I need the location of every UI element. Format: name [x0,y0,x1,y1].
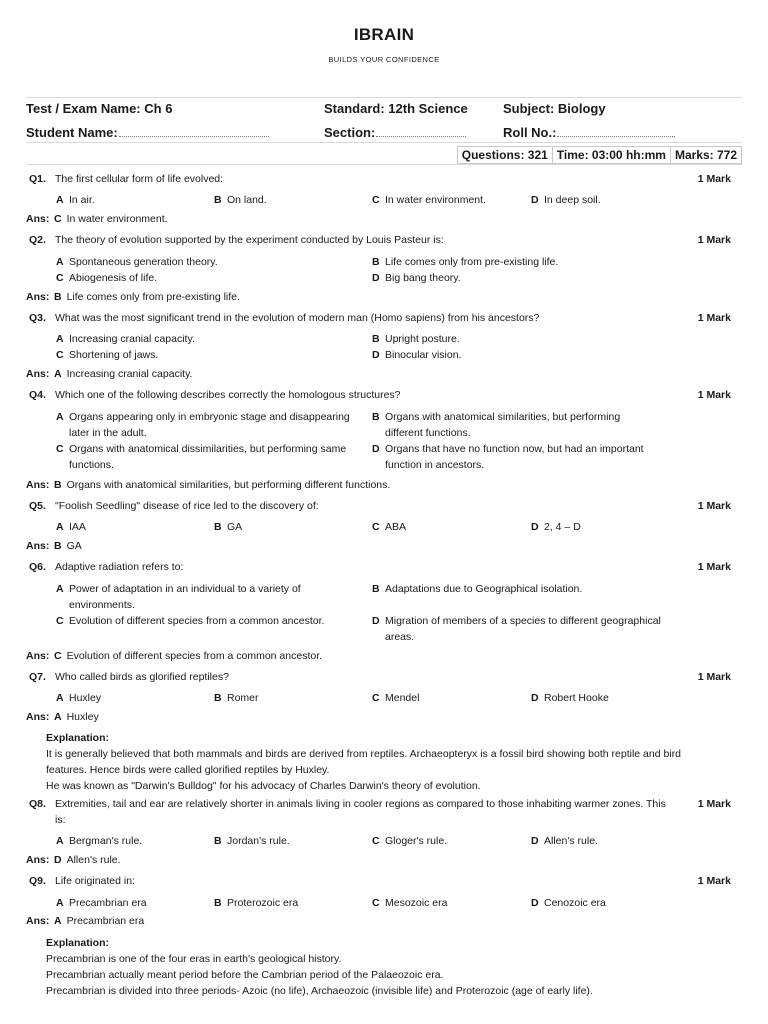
header-divider-bottom [26,142,742,143]
option-letter: B [214,835,222,847]
option-letter: C [372,692,380,704]
option-text: Binocular vision. [385,349,462,361]
option-text: GA [227,521,243,533]
question-text: What was the most significant trend in the evolution of modern man (Homo sapiens) from his ancestors? [55,312,540,324]
question-text: The first cellular form of life evolved: [55,173,224,185]
option-letter: A [56,897,64,909]
question-text: Who called birds as glorified reptiles? [55,671,229,683]
brand-title: IBRAIN [353,25,415,44]
question-number: Q7. [29,671,46,683]
option-text: Mendel [385,692,420,704]
option-text: In water environment. [385,194,486,206]
option-text: In deep soil. [544,194,601,206]
option-text: Organs appearing only in embryonic stage and disappearing later in the adult. [69,411,350,439]
question-mark: 1 Mark [697,234,731,246]
question-number: Q1. [29,173,46,185]
section-label: Section: [324,125,376,140]
answer-text: GA [66,540,82,552]
option-letter: D [372,443,380,455]
question-mark: 1 Mark [697,312,731,324]
option-letter: A [56,692,64,704]
option-text: Organs with anatomical similarities, but performing different functions. [385,411,621,439]
option-text: Adaptations due to Geographical isolation. [385,583,583,595]
answer-key: D [54,854,62,866]
option-letter: D [531,521,539,533]
answer-label: Ans: [26,540,50,552]
option-text: Romer [227,692,259,704]
answer [26,709,99,725]
option-d [372,613,685,645]
option-c [56,441,365,473]
option-d [531,690,609,706]
question-number: Q3. [29,312,46,324]
answer-key: A [54,915,62,927]
answer-label: Ans: [26,915,50,927]
explanation-paragraph: Precambrian is divided into three periods- Azoic (no life), Archaeozoic (invisible life) and Proterozoic (age of early life). [46,985,593,997]
option-letter: D [372,272,380,284]
answer [26,852,121,868]
option-letter: B [372,256,380,268]
option-d [531,833,598,849]
student-name-label: Student Name: [26,125,118,140]
option-letter: A [56,835,64,847]
option-letter: D [372,349,380,361]
option-letter: D [531,897,539,909]
option-text: Life comes only from pre-existing life. [385,256,559,268]
question-number: Q2. [29,234,46,246]
option-b [214,690,259,706]
question-mark: 1 Mark [697,561,731,573]
option-text: Shortening of jaws. [69,349,159,361]
answer [26,211,168,227]
explanation-paragraph: He was known as "Darwin's Bulldog" for his advocacy of Charles Darwin's theory of evolution. [46,780,481,792]
answer-text: Huxley [66,711,99,723]
option-text: Precambrian era [69,897,147,909]
option-text: Migration of members of a species to different geographical areas. [385,615,661,643]
option-letter: B [214,897,222,909]
question-mark: 1 Mark [697,389,731,401]
explanation-title: Explanation: [46,937,110,949]
option-text: Allen's rule. [544,835,598,847]
header-divider-top [26,97,742,98]
option-letter: B [372,411,380,423]
option-c [372,833,447,849]
exam-stats [458,146,742,164]
option-a [56,581,339,613]
option-text: Spontaneous generation theory. [69,256,218,268]
standard: Standard: 12th Science [324,101,468,116]
option-letter: C [56,349,64,361]
option-b [372,254,558,270]
option-letter: B [372,583,380,595]
explanation [46,730,706,794]
roll-blank [557,124,675,137]
option-b [372,409,660,441]
option-b [214,519,242,535]
answer-label: Ans: [26,711,50,723]
option-letter: C [56,443,64,455]
question-number: Q4. [29,389,46,401]
option-c [372,895,447,911]
option-text: In air. [69,194,95,206]
option-letter: A [56,583,64,595]
question-text: The theory of evolution supported by the experiment conducted by Louis Pasteur is: [55,234,444,246]
option-letter: C [372,521,380,533]
student-name-blank [119,124,269,137]
option-letter: B [372,333,380,345]
explanation-paragraph: It is generally believed that both mammals and birds are derived from reptiles. Archaeopteryx is a fossil bird showing both reptile and bird features. Hence birds were called glorified reptiles by Huxley. [46,748,681,776]
option-letter: D [531,835,539,847]
option-text: Increasing cranial capacity. [69,333,195,345]
option-letter: C [56,272,64,284]
option-d [531,519,581,535]
option-letter: A [56,333,64,345]
option-text: Abiogenesis of life. [69,272,158,284]
question-text: Extremities, tail and ear are relatively shorter in animals living in cooler regions as compared to those inhabiting warmer zones. This is: [55,798,666,826]
question-mark: 1 Mark [697,875,731,887]
option-text: Cenozoic era [544,897,606,909]
answer-label: Ans: [26,479,50,491]
option-a [56,254,218,270]
question-mark: 1 Mark [697,798,731,810]
option-a [56,833,142,849]
option-text: Gloger's rule. [385,835,448,847]
answer-key: B [54,291,62,303]
answer-label: Ans: [26,368,50,380]
option-text: Upright posture. [385,333,460,345]
option-text: Power of adaptation in an individual to a variety of environments. [69,583,301,611]
answer-key: C [54,213,62,225]
answer-text: Allen's rule. [66,854,121,866]
answer-label: Ans: [26,213,50,225]
student-name-field [26,124,269,140]
answer [26,913,144,929]
answer [26,289,240,305]
brand-tagline: BUILDS YOUR CONFIDENCE [328,55,440,64]
option-letter: C [56,615,64,627]
option-b [214,895,298,911]
answer-label: Ans: [26,291,50,303]
option-c [56,613,369,629]
option-letter: B [214,692,222,704]
section-field [324,124,466,140]
option-a [56,895,147,911]
option-letter: A [56,256,64,268]
subject: Subject: Biology [503,101,606,116]
option-b [214,192,267,208]
option-a [56,192,95,208]
option-text: ABA [385,521,407,533]
option-c [372,192,486,208]
question-text: "Foolish Seedling" disease of rice led to the discovery of: [55,500,319,512]
option-b [214,833,290,849]
total-marks: Marks: 772 [670,146,742,164]
answer-label: Ans: [26,854,50,866]
section-blank [376,124,466,137]
option-a [56,331,195,347]
question-number: Q6. [29,561,46,573]
answer-key: B [54,479,62,491]
option-letter: A [56,411,64,423]
option-letter: A [56,521,64,533]
question-text: Life originated in: [55,875,135,887]
stats-divider [26,164,742,165]
answer-text: In water environment. [66,213,168,225]
option-b [372,581,685,597]
option-text: Proterozoic era [227,897,299,909]
questions-count: Questions: 321 [457,146,553,164]
option-letter: C [372,897,380,909]
option-text: Bergman's rule. [69,835,143,847]
option-letter: C [372,194,380,206]
question-number: Q5. [29,500,46,512]
explanation [46,935,706,999]
question-number: Q8. [29,798,46,810]
question-text: Adaptive radiation refers to: [55,561,184,573]
answer-text: Evolution of different species from a common ancestor. [66,650,323,662]
option-c [372,690,419,706]
option-letter: D [531,692,539,704]
option-text: 2, 4 – D [544,521,581,533]
question-number: Q9. [29,875,46,887]
option-text: Jordan's rule. [227,835,290,847]
answer-label: Ans: [26,650,50,662]
option-d [372,270,461,286]
answer [26,366,192,382]
option-d [531,192,601,208]
exam-time: Time: 03:00 hh:mm [552,146,671,164]
option-a [56,690,101,706]
answer-text: Precambrian era [66,915,145,927]
option-letter: D [372,615,380,627]
option-c [372,519,406,535]
option-text: Organs with anatomical dissimilarities, but performing same functions. [69,443,347,471]
option-c [56,270,157,286]
answer-text: Organs with anatomical similarities, but performing different functions. [66,479,391,491]
question-mark: 1 Mark [697,173,731,185]
explanation-paragraph: Precambrian is one of the four eras in earth's geological history. [46,953,342,965]
option-letter: A [56,194,64,206]
roll-label: Roll No.: [503,125,557,140]
option-a [56,409,365,441]
roll-field [503,124,675,140]
option-letter: B [214,521,222,533]
option-letter: D [531,194,539,206]
option-letter: B [214,194,222,206]
option-b [372,331,460,347]
option-text: Organs that have no function now, but had an important function in ancestors. [385,443,644,471]
option-text: Big bang theory. [385,272,461,284]
answer-key: A [54,711,62,723]
option-text: Robert Hooke [544,692,609,704]
option-d [531,895,606,911]
option-letter: C [372,835,380,847]
option-text: IAA [69,521,86,533]
option-d [372,347,461,363]
question-text: Which one of the following describes correctly the homologous structures? [55,389,401,401]
option-text: Mesozoic era [385,897,448,909]
question-mark: 1 Mark [697,671,731,683]
explanation-paragraph: Precambrian actually meant period before the Cambrian period of the Palaeozoic era. [46,969,444,981]
exam-name: Test / Exam Name: Ch 6 [26,101,173,116]
option-d [372,441,670,473]
answer [26,477,390,493]
answer [26,648,322,664]
question-mark: 1 Mark [697,500,731,512]
answer [26,538,82,554]
option-a [56,519,86,535]
explanation-title: Explanation: [46,732,110,744]
option-text: Huxley [69,692,102,704]
option-text: Evolution of different species from a common ancestor. [69,615,325,627]
answer-key: B [54,540,62,552]
answer-text: Life comes only from pre-existing life. [66,291,240,303]
option-text: On land. [227,194,267,206]
option-c [56,347,158,363]
answer-key: A [54,368,62,380]
answer-text: Increasing cranial capacity. [66,368,193,380]
answer-key: C [54,650,62,662]
